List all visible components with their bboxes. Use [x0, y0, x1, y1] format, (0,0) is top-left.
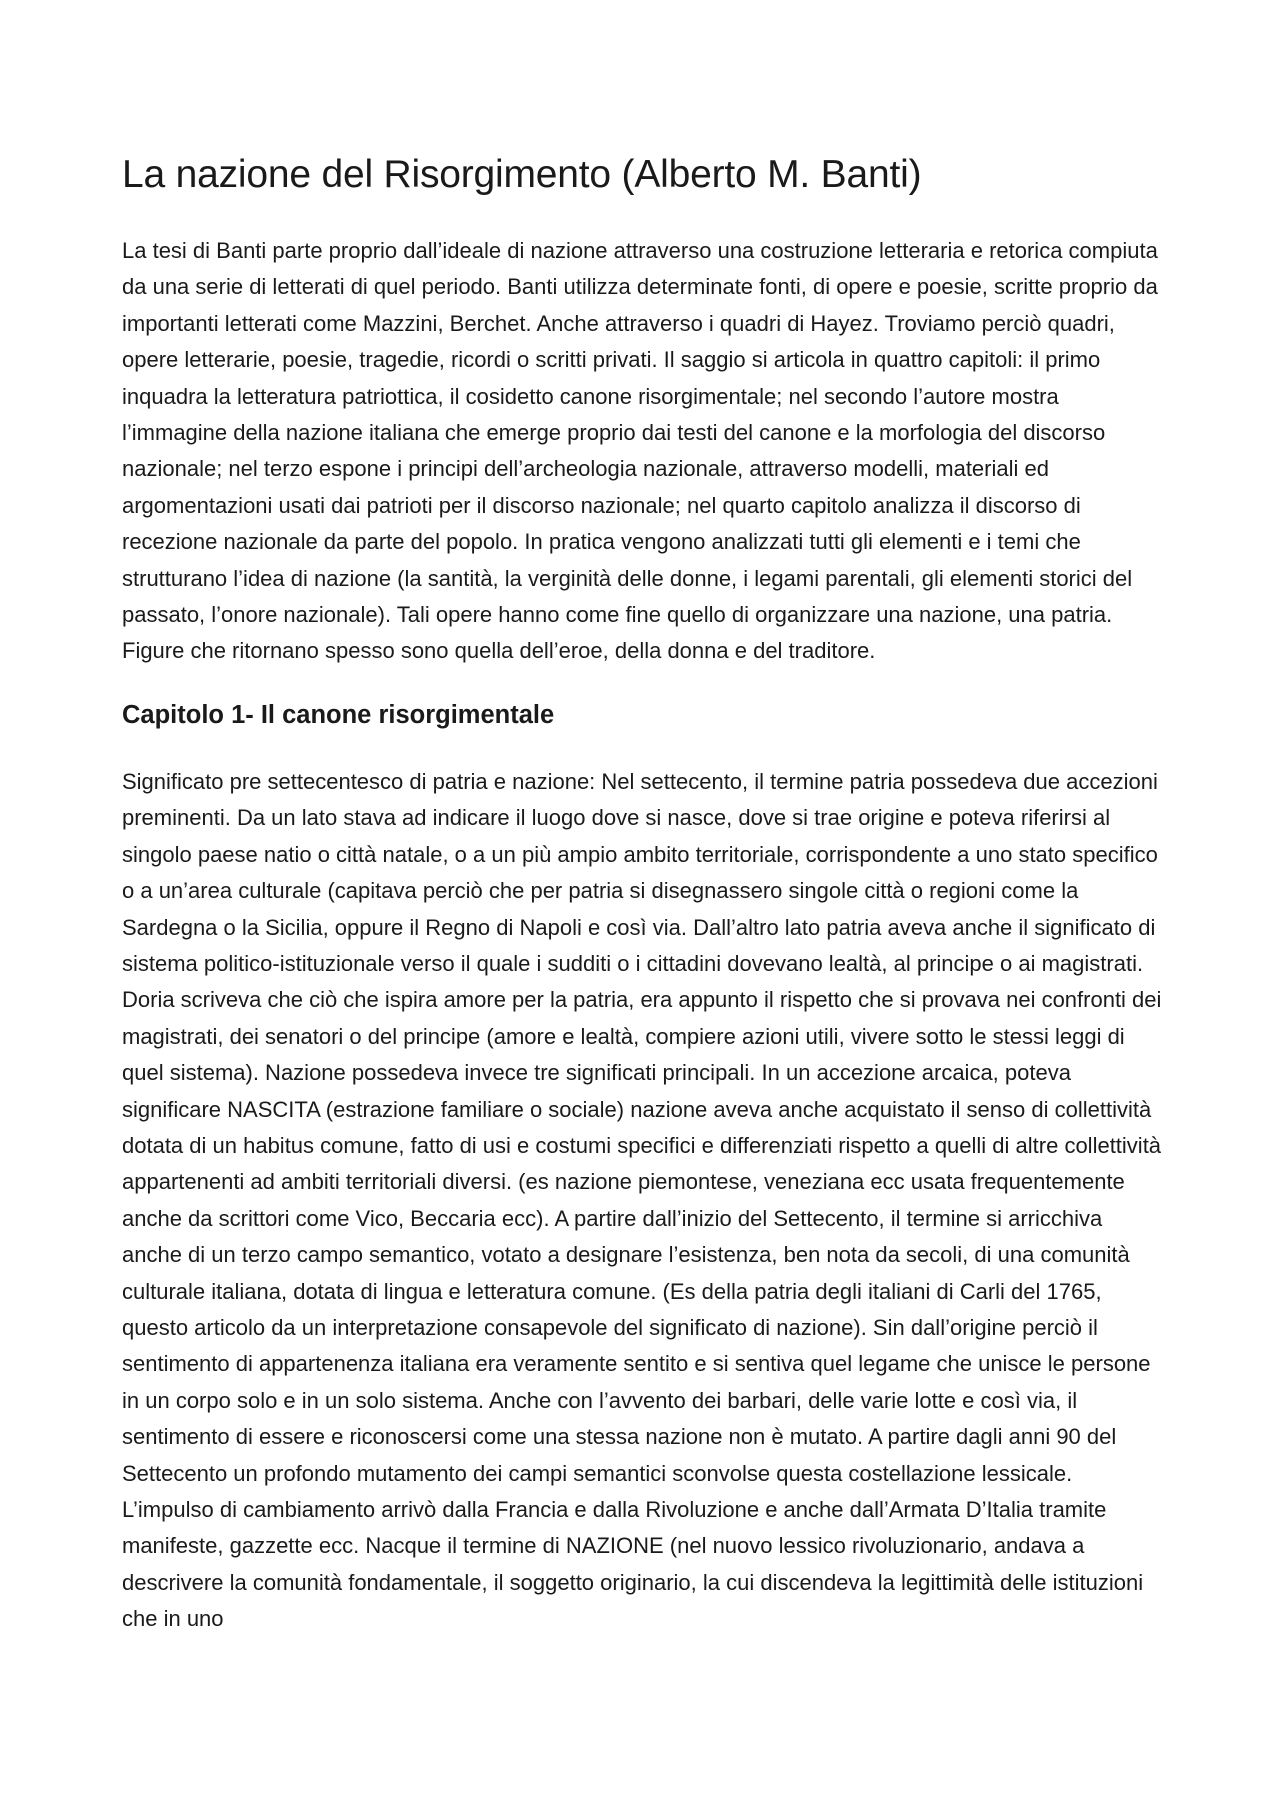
- chapter-1-heading: Capitolo 1- Il canone risorgimentale: [122, 700, 555, 729]
- document-title: La nazione del Risorgimento (Alberto M. Banti): [122, 153, 922, 196]
- chapter-1-paragraph: Significato pre settecentesco di patria e nazione: Nel settecento, il termine patria possedeva due accezioni preminenti. Da un lato stava ad indicare il luogo dove si nasce, dove si trae origine e poteva riferirsi al singolo paese natio o città natale, o a un più ampio ambito territoriale, corrispondente a uno stato specifico o a un’area culturale (capitava perciò che per patria si disegnassero singole città o regioni come la Sardegna o la Sicilia, oppure il Regno di Napoli e così via. Dall’altro lato patria aveva anche il significato di sistema politico-istituzionale verso il quale i sudditi o i cittadini dovevano lealtà, al principe o ai magistrati. Doria scriveva che ciò che ispira amore per la patria, era appunto il rispetto che si provava nei confronti dei magistrati, dei senatori o del principe (amore e lealtà, compiere azioni utili, vivere sotto le stessi leggi di quel sistema). Nazione possedeva invece tre significati principali. In un accezione arcaica, poteva significare NASCITA (estrazione familiare o sociale) nazione aveva anche acquistato il senso di collettività dotata di un habitus comune, fatto di usi e costumi specifici e differenziati rispetto a quelli di altre collettività appartenenti ad ambiti territoriali diversi. (es nazione piemontese, veneziana ecc usata frequentemente anche da scrittori come Vico, Beccaria ecc). A partire dall’inizio del Settecento, il termine si arricchiva anche di un terzo campo semantico, votato a designare l’esistenza, ben nota da secoli, di una comunità culturale italiana, dotata di lingua e letteratura comune. (Es della patria degli italiani di Carli del 1765, questo articolo da un interpretazione consapevole del significato di nazione). Sin dall’origine perciò il sentimento di appartenenza italiana era veramente sentito e si sentiva quel legame che unisce le persone in un corpo solo e in un solo sistema. Anche con l’avvento dei barbari, delle varie lotte e così via, il sentimento di essere e riconoscersi come una stessa nazione non è mutato. A partire dagli anni 90 del Settecento un profondo mutamento dei campi semantici sconvolse questa costellazione lessicale. L’impulso di cambiamento arrivò dalla Francia e dalla Rivoluzione e anche dall’Armata D’Italia tramite manifeste, gazzette ecc. Nacque il termine di NAZIONE (nel nuovo lessico rivoluzionario, andava a descrivere la comunità fondamentale, il soggetto originario, la cui discendeva la legittimità delle istituzioni che in uno: [122, 768, 1162, 1632]
- document-body: [122, 150, 1162, 1638]
- intro-paragraph: La tesi di Banti parte proprio dall’ideale di nazione attraverso una costruzione letteraria e retorica compiuta da una serie di letterati di quel periodo. Banti utilizza determinate fonti, di opere e poesie, scritte proprio da importanti letterati come Mazzini, Berchet. Anche attraverso i quadri di Hayez. Troviamo perciò quadri, opere letterarie, poesie, tragedie, ricordi o scritti privati. Il saggio si articola in quattro capitoli: il primo inquadra la letteratura patriottica, il cosidetto canone risorgimentale; nel secondo l’autore mostra l’immagine della nazione italiana che emerge proprio dai testi del canone e la morfologia del discorso nazionale; nel terzo espone i principi dell’archeologia nazionale, attraverso modelli, materiali ed argomentazioni usati dai patrioti per il discorso nazionale; nel quarto capitolo analizza il discorso di recezione nazionale da parte del popolo. In pratica vengono analizzati tutti gli elementi e i temi che strutturano l’idea di nazione (la santità, la verginità delle donne, i legami parentali, gli elementi storici del passato, l’onore nazionale). Tali opere hanno come fine quello di organizzare una nazione, una patria. Figure che ritornano spesso sono quella dell’eroe, della donna e del traditore.: [122, 238, 1158, 664]
